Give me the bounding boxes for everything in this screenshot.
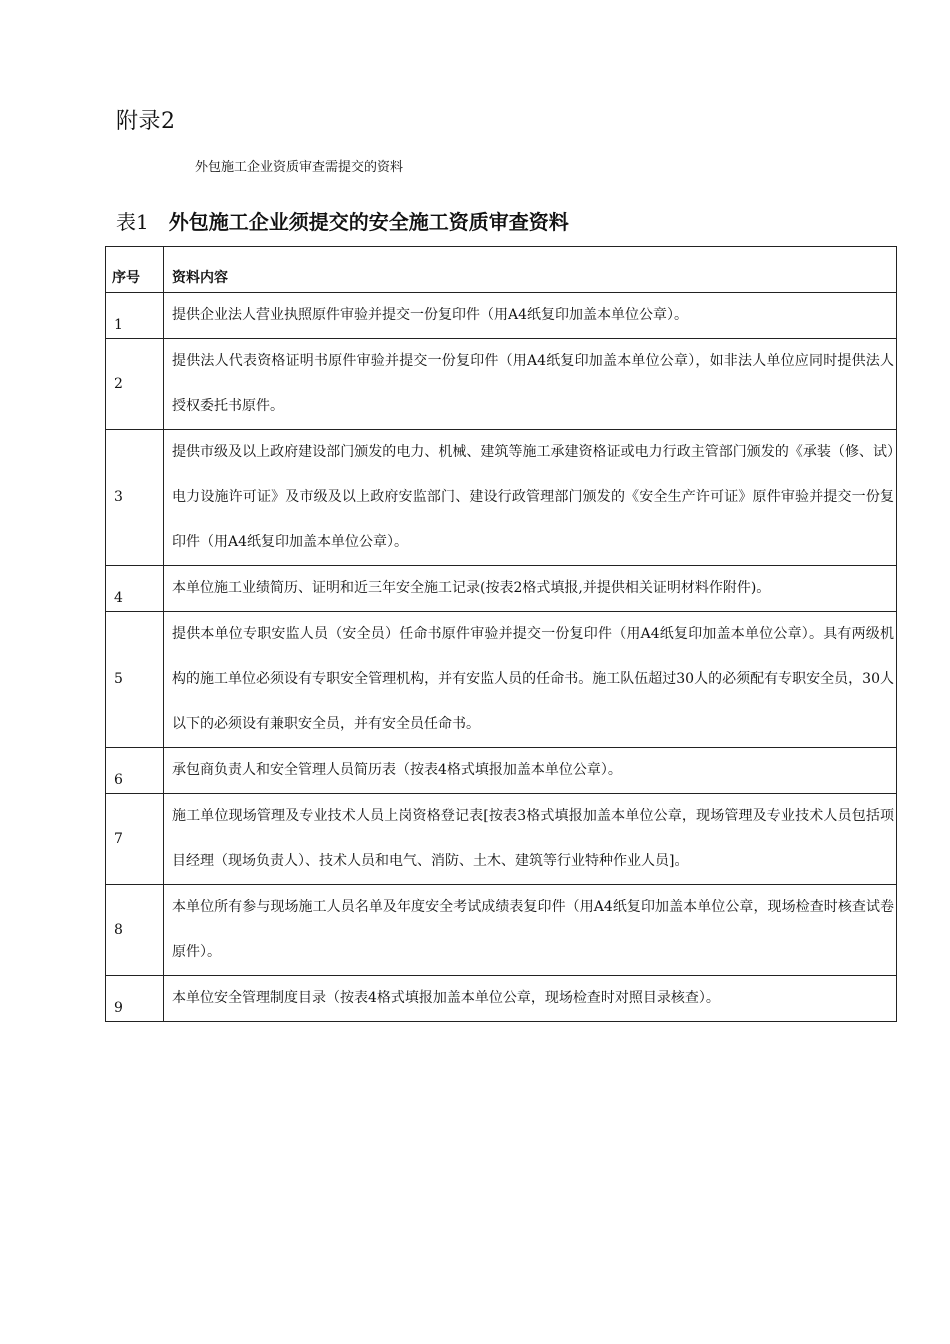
- table-header-row: [106, 247, 897, 293]
- row-seq: 9: [106, 976, 164, 1022]
- row-content: 本单位所有参与现场施工人员名单及年度安全考试成绩表复印件（用A4纸复印加盖本单位公章，现场检查时核查试卷原件）。: [164, 885, 897, 976]
- table-row: [106, 794, 897, 885]
- table-row: [106, 430, 897, 566]
- table-row: [106, 339, 897, 430]
- table-name: 外包施工企业须提交的安全施工资质审查资料: [168, 210, 569, 234]
- row-seq: 2: [106, 339, 164, 430]
- row-seq: 1: [106, 293, 164, 339]
- row-content: 提供市级及以上政府建设部门颁发的电力、机械、建筑等施工承建资格证或电力行政主管部门颁发的《承装（修、试）电力设施许可证》及市级及以上政府安监部门、建设行政管理部门颁发的《安全生产许可证》原件审验并提交一份复印件（用A4纸复印加盖本单位公章）。: [164, 430, 897, 566]
- header-seq: 序号: [106, 247, 164, 293]
- row-content: 提供法人代表资格证明书原件审验并提交一份复印件（用A4纸复印加盖本单位公章），如非法人单位应同时提供法人授权委托书原件。: [164, 339, 897, 430]
- table-caption: [116, 206, 569, 235]
- row-content: 本单位施工业绩简历、证明和近三年安全施工记录(按表2格式填报,并提供相关证明材料作附件)。: [164, 566, 897, 612]
- row-seq: 8: [106, 885, 164, 976]
- table-row: [106, 748, 897, 794]
- table-row: [106, 885, 897, 976]
- row-content: 施工单位现场管理及专业技术人员上岗资格登记表[按表3格式填报加盖本单位公章，现场管理及专业技术人员包括项目经理（现场负责人）、技术人员和电气、消防、土木、建筑等行业特种作业人员]。: [164, 794, 897, 885]
- row-content: 提供本单位专职安监人员（安全员）任命书原件审验并提交一份复印件（用A4纸复印加盖本单位公章）。具有两级机构的施工单位必须设有专职安全管理机构，并有安监人员的任命书。施工队伍超过30人的必须配有专职安全员，30人以下的必须设有兼职安全员，并有安全员任命书。: [164, 612, 897, 748]
- document-subtitle: 外包施工企业资质审查需提交的资料: [195, 160, 404, 175]
- row-content: 本单位安全管理制度目录（按表4格式填报加盖本单位公章，现场检查时对照目录核查）。: [164, 976, 897, 1022]
- appendix-title: 附录2: [116, 109, 176, 134]
- table-row: [106, 293, 897, 339]
- materials-table: [105, 246, 897, 1022]
- table-row: [106, 566, 897, 612]
- table-row: [106, 976, 897, 1022]
- row-seq: 5: [106, 612, 164, 748]
- header-content: 资料内容: [164, 247, 897, 293]
- row-seq: 4: [106, 566, 164, 612]
- table-row: [106, 612, 897, 748]
- row-content: 承包商负责人和安全管理人员简历表（按表4格式填报加盖本单位公章）。: [164, 748, 897, 794]
- row-content: 提供企业法人营业执照原件审验并提交一份复印件（用A4纸复印加盖本单位公章）。: [164, 293, 897, 339]
- table-number: 表1: [116, 210, 149, 234]
- row-seq: 3: [106, 430, 164, 566]
- row-seq: 7: [106, 794, 164, 885]
- row-seq: 6: [106, 748, 164, 794]
